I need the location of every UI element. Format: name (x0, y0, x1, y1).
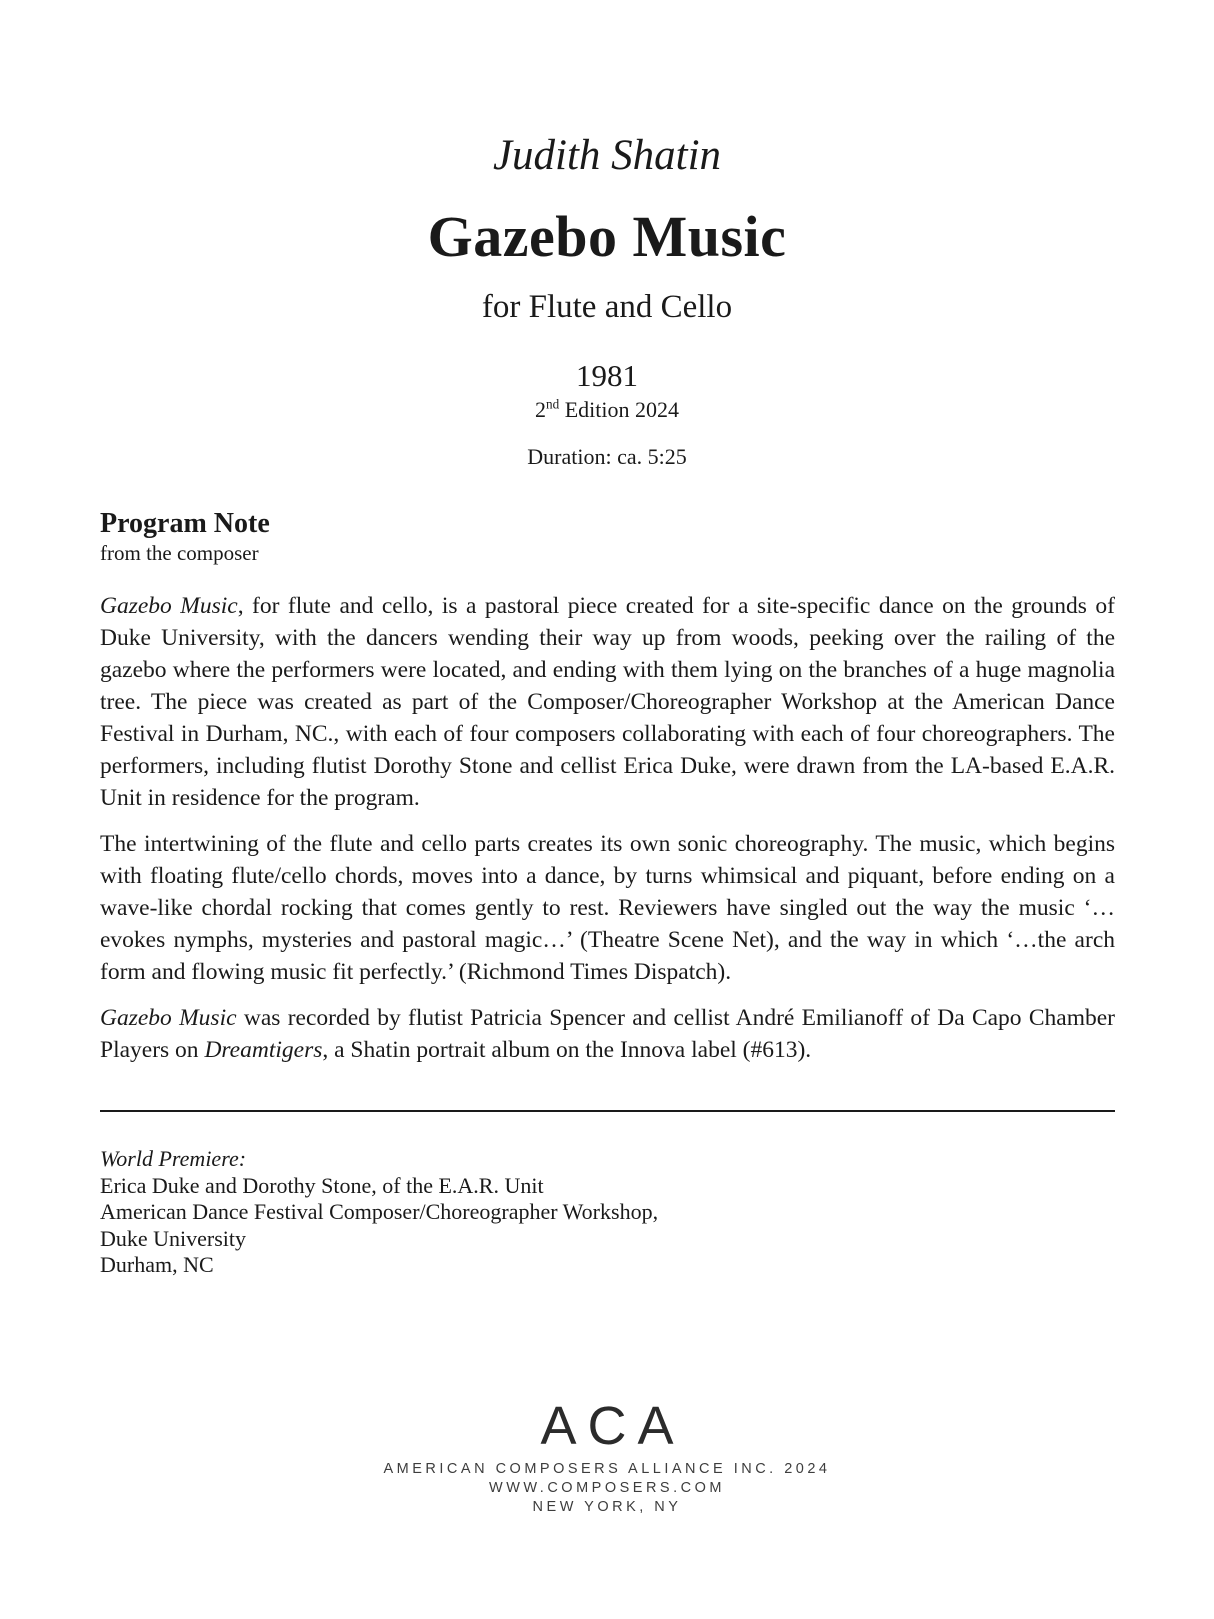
work-title: Gazebo Music (427, 203, 787, 269)
publisher-website-line: WWW.COMPOSERS.COM (489, 1479, 725, 1496)
paragraph-3-text: was recorded by flutist Patricia Spencer and cellist André Emilianoff of Da Capo Chamber Players on (100, 1005, 1115, 1064)
program-note-byline: from the composer (100, 541, 259, 566)
premiere-location: Durham, NC (100, 1252, 214, 1278)
world-premiere-section (100, 1146, 1115, 1279)
program-note-heading: Program Note (100, 507, 270, 539)
edition-ordinal: nd (546, 396, 560, 412)
aca-logo: ACA (540, 1396, 685, 1456)
program-note-paragraph-3 (100, 1002, 1115, 1066)
album-title-inline: Dreamtigers (204, 1037, 323, 1064)
premiere-venue: Duke University (100, 1225, 247, 1251)
paragraph-3-end: , a Shatin portrait album on the Innova label (#613). (322, 1037, 812, 1064)
composer-name: Judith Shatin (492, 132, 722, 179)
program-note-section (100, 507, 1115, 1067)
publisher-name-line: AMERICAN COMPOSERS ALLIANCE INC. 2024 (383, 1460, 831, 1477)
duration-line: Duration: ca. 5:25 (527, 444, 687, 470)
premiere-event: American Dance Festival Composer/Choreographer Workshop, (100, 1199, 659, 1225)
edition-text: Edition 2024 (559, 396, 679, 422)
composition-year: 1981 (576, 357, 638, 393)
work-title-inline: Gazebo Music (100, 1005, 237, 1032)
work-title-inline: Gazebo Music (100, 593, 238, 620)
title-block (0, 0, 1214, 471)
program-note-paragraph-2: The intertwining of the flute and cello parts creates its own sonic choreography. The music, which begins with floating flute/cello chords, moves into a dance, by turns whimsical and piquant, before ending on a wave-like chordal rocking that comes gently to rest. Reviewers have singled out the way the music ‘…evokes nymphs, mysteries and pastoral magic…’ (Theatre Scene Net), and the way in which ‘…the arch form and flowing music fit perfectly.’ (Richmond Times Dispatch). (100, 831, 1115, 986)
premiere-performers: Erica Duke and Dorothy Stone, of the E.A.R. Unit (100, 1172, 544, 1198)
program-note-paragraph-1 (100, 590, 1115, 814)
horizontal-rule (100, 1110, 1115, 1112)
world-premiere-label: World Premiere: (100, 1146, 247, 1172)
paragraph-1-text: , for flute and cello, is a pastoral piece created for a site-specific dance on the grounds of Duke University, with the dancers wending their way up from woods, peeking over the railing of the gazebo where the performers were located, and ending with them lying on the branches of a huge magnolia tree. The piece was created as part of the Composer/Choreographer Workshop at the American Dance Festival in Durham, NC., with each of four composers collaborating with each of four choreographers. The performers, including flutist Dorothy Stone and cellist Erica Duke, were drawn from the LA-based E.A.R. Unit in residence for the program. (100, 593, 1115, 812)
publisher-footer (0, 1398, 1214, 1517)
publisher-city-line: NEW YORK, NY (532, 1498, 682, 1515)
instrumentation-subtitle: for Flute and Cello (481, 289, 733, 326)
edition-number: 2 (535, 396, 547, 422)
edition-line (0, 396, 1214, 424)
